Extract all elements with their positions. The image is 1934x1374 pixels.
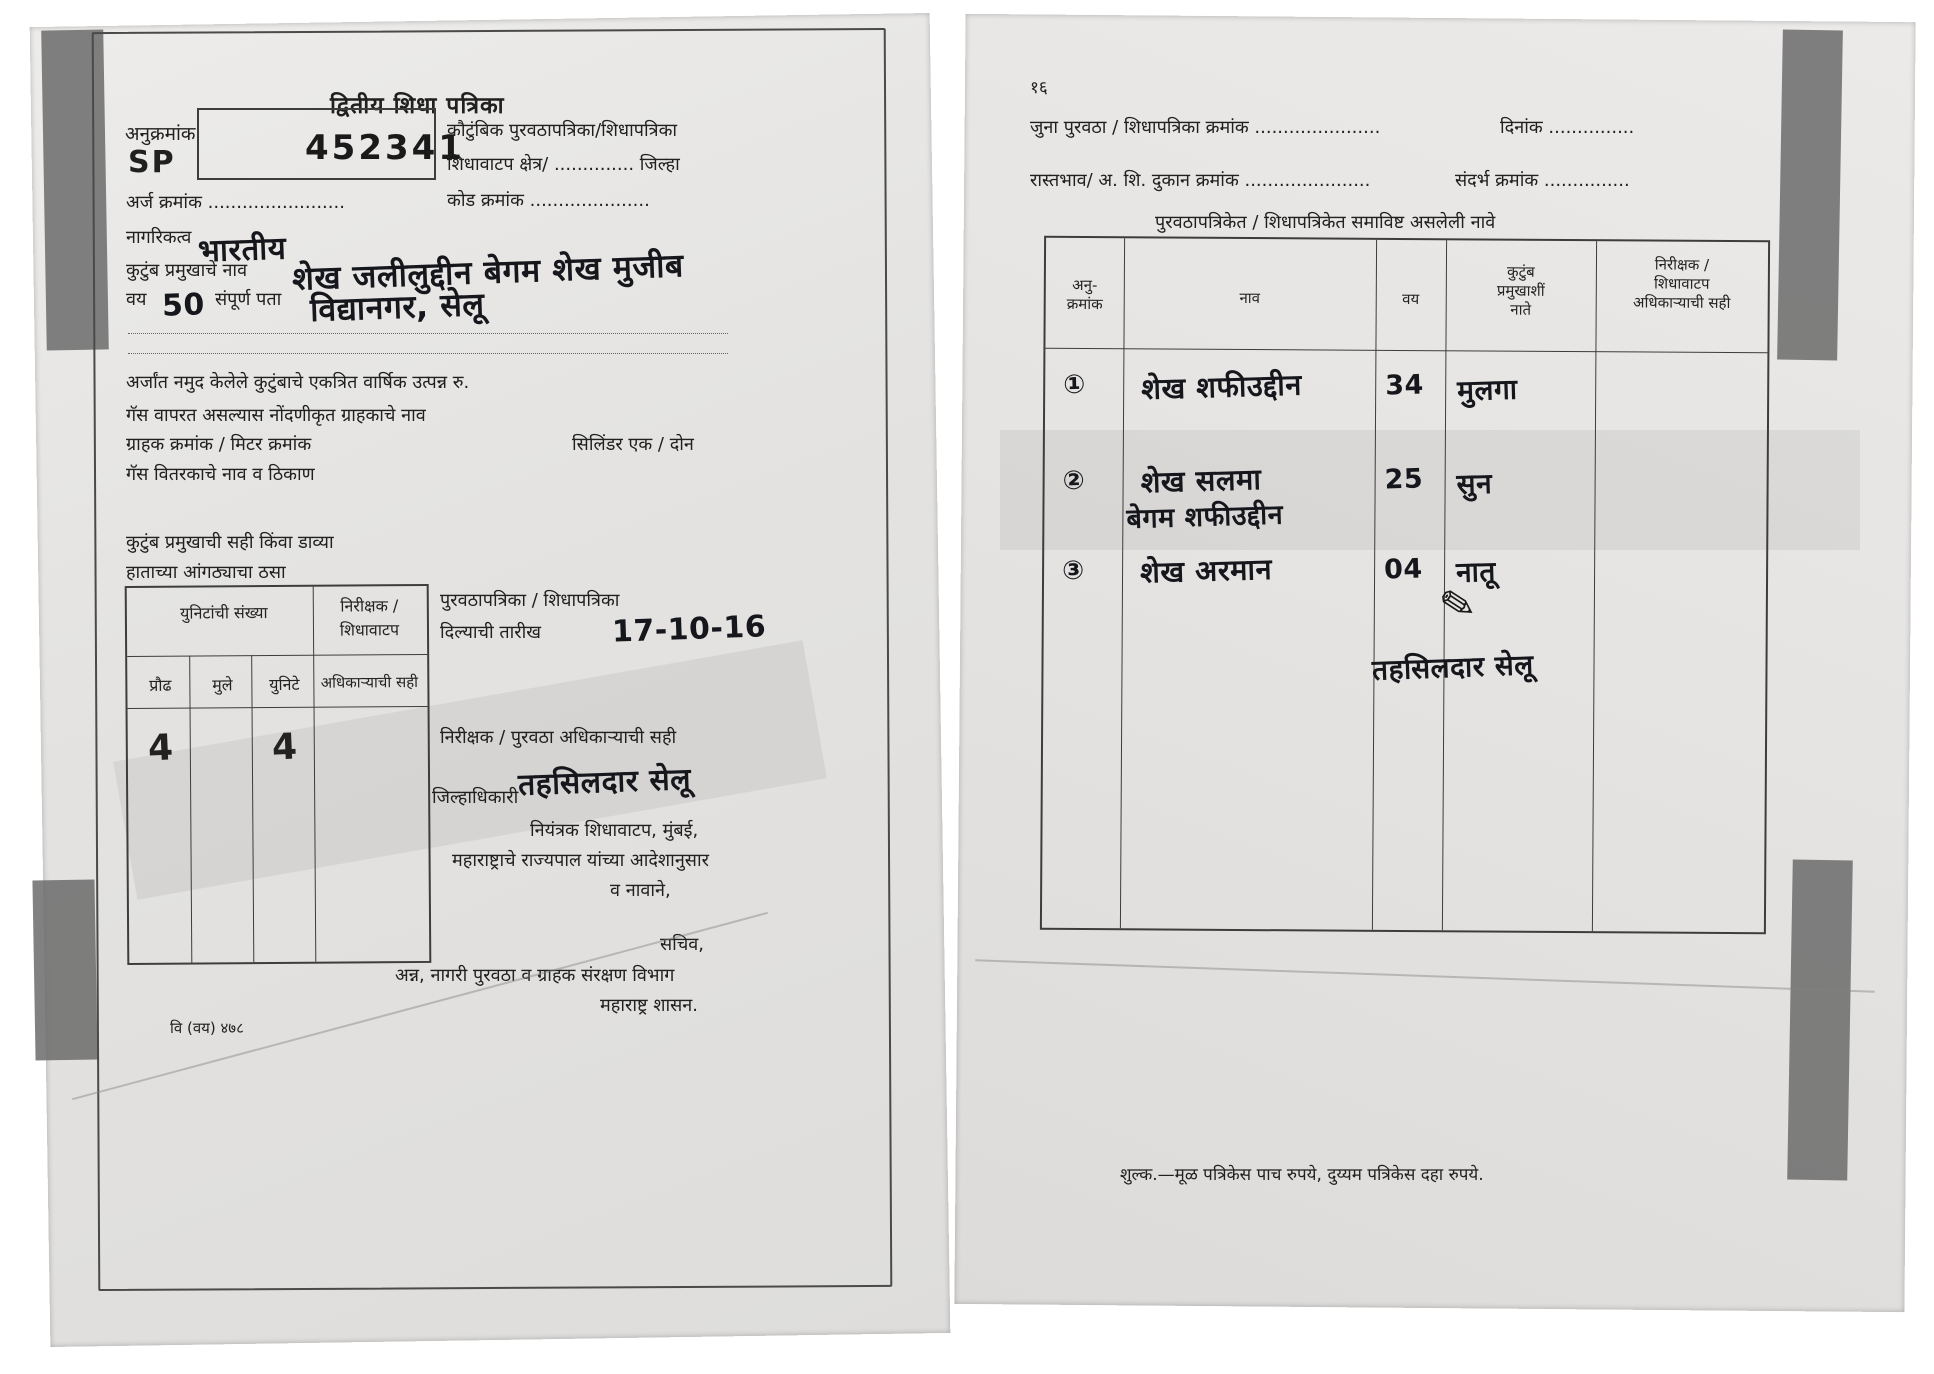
application-number-label: अर्ज क्रमांक ........................ (126, 192, 345, 213)
head-signature-label-line1: कुटुंब प्रमुखाची सही किंवा डाव्या (126, 532, 334, 553)
units-subheader-signature: अधिकाऱ्याची सही (320, 673, 419, 692)
names-table (1040, 236, 1770, 934)
card-issue-label-2: दिल्याची तारीख (440, 622, 542, 643)
serial-label: अनुक्रमांक (125, 123, 196, 145)
units-count-header: युनिटांची संख्या (180, 603, 268, 623)
card-type-line: कौटुंबिक पुरवठापत्रिका/शिधापत्रिका (447, 120, 678, 141)
document-title: द्वितीय शिधा पत्रिका (330, 93, 505, 119)
date-label: दिनांक ............... (1500, 117, 1635, 138)
units-officer-header-1: निरीक्षक / (340, 596, 399, 616)
units-table-vline-top (313, 587, 314, 655)
binding-strip-right-top (1777, 30, 1843, 361)
table-row-number: ③ (1061, 555, 1086, 587)
address-dotted-line-1 (128, 333, 728, 334)
page-number: १६ (1030, 78, 1048, 98)
names-table-vline-1 (1120, 238, 1125, 928)
age-value: 50 (161, 287, 206, 324)
names-header-serial-line2: क्रमांक (1066, 294, 1103, 313)
gas-consumer-label: गॅस वापरत असल्यास नोंदणीकृत ग्राहकाचे नाव (126, 405, 426, 426)
names-header-serial-line1: अनु- (1072, 275, 1098, 295)
district-line: शिधावाटप क्षेत्र/ .............. जिल्हा (447, 154, 680, 175)
binding-strip-left-bottom (32, 879, 97, 1060)
tahsildar-signature-left: तहसिलदार सेलू (517, 761, 692, 804)
ration-shop-label: रास्तभाव/ अ. शि. दुकान क्रमांक ...................... (1030, 170, 1371, 191)
names-header-officer-line1: निरीक्षक / (1654, 255, 1710, 274)
inspector-signature-label: निरीक्षक / पुरवठा अधिकाऱ्याची सही (440, 727, 677, 748)
names-header-relation (1450, 262, 1592, 319)
table-row-name: शेख अरमान (1139, 551, 1273, 590)
units-table-vline-1 (189, 656, 192, 963)
form-code: वि (वय) ४७८ (170, 1019, 244, 1037)
units-value-units: 4 (271, 726, 299, 769)
table-row-age: 25 (1384, 463, 1424, 496)
units-value-adults: 4 (147, 727, 175, 770)
government-label: महाराष्ट्र शासन. (600, 995, 699, 1016)
units-table (125, 584, 432, 965)
address-label: संपूर्ण पता (215, 289, 282, 310)
head-signature-label-line2: हाताच्या आंगठ्याचा ठसा (126, 562, 286, 583)
names-table-vline-2 (1372, 240, 1377, 930)
fee-footer-note: शुल्क.—मूळ पत्रिकेस पाच रुपये, दुय्यम पत्रिकेस दहा रुपये. (1120, 1165, 1484, 1185)
citizenship-value: भारतीय (197, 230, 287, 270)
units-officer-header-2: शिधावाटप (339, 620, 400, 640)
serial-number-value: 452341 (305, 128, 465, 168)
governor-label: महाराष्ट्राचे राज्यपाल यांच्या आदेशानुसार (452, 850, 709, 871)
names-header-age: वय (1402, 289, 1420, 309)
table-row-name: शेख शफीउद्दीन (1140, 367, 1303, 407)
table-row-age: 34 (1384, 369, 1425, 402)
units-table-vline-3 (313, 655, 316, 962)
controller-label: नियंत्रक शिधावाटप, मुंबई, (530, 820, 699, 841)
reference-number-label: संदर्भ क्रमांक ............... (1455, 170, 1630, 191)
names-table-header-divider (1045, 348, 1767, 353)
names-header-relation-line2: प्रमुखाशीं (1496, 281, 1545, 300)
cylinder-label: सिलिंडर एक / दोन (572, 434, 694, 455)
names-header-officer-line2: शिधावाटप (1654, 274, 1710, 293)
names-header-serial (1048, 276, 1122, 314)
table-row-relation: सुन (1456, 466, 1493, 501)
units-subheader-units: युनिटे (269, 674, 300, 695)
citizenship-label: नागरिकत्व (126, 227, 192, 248)
table-row-relation: मुलगा (1456, 372, 1518, 408)
units-table-header-divider-1 (127, 654, 427, 657)
names-table-heading: पुरवठापत्रिकेत / शिधापत्रिकेत समाविष्ट असलेली नावे (1155, 212, 1496, 233)
table-row-number: ② (1062, 465, 1086, 497)
address-value: विद्यानगर, सेलू (309, 284, 486, 330)
table-row-age: 04 (1383, 553, 1424, 586)
series-code: SP (128, 145, 176, 180)
secretary-label: सचिव, (660, 934, 704, 955)
units-subheader-children: मुले (212, 675, 233, 695)
names-table-vline-4 (1592, 241, 1597, 931)
consumer-number-label: ग्राहक क्रमांक / मिटर क्रमांक (126, 434, 312, 455)
gas-distributor-label: गॅस वितरकाचे नाव व ठिकाण (126, 464, 315, 485)
tahsildar-signature-right: तहसिलदार सेलू (1371, 648, 1535, 687)
officer-signature-scribble: ✎ (1435, 576, 1480, 633)
binding-strip-right-bottom (1787, 860, 1853, 1181)
names-header-officer (1600, 255, 1764, 312)
table-row-name-second-line: बेगम शफीउद्दीन (1126, 499, 1284, 536)
card-issue-label-1: पुरवठापत्रिका / शिधापत्रिका (440, 590, 620, 611)
table-row-number: ① (1062, 369, 1087, 401)
address-dotted-line-2 (128, 353, 728, 354)
units-table-header-divider-2 (128, 706, 428, 709)
names-header-officer-line3: अधिकाऱ्याची सही (1632, 292, 1731, 312)
head-of-family-label: कुटुंब प्रमुखाचे नाव (126, 260, 248, 281)
old-supply-label: जुना पुरवठा / शिधापत्रिका क्रमांक ...................... (1030, 117, 1381, 138)
code-number-line: कोड क्रमांक ..................... (447, 190, 650, 211)
collector-label: जिल्हाधिकारी (432, 787, 519, 808)
table-row-relation: नातू (1455, 554, 1497, 589)
age-label: वय (126, 289, 147, 310)
names-header-relation-line1: कुटुंब (1507, 262, 1535, 281)
table-row-name: शेख सलमा (1140, 462, 1262, 500)
annual-income-label: अर्जांत नमुद केलेले कुटुंबाचे एकत्रित वार्षिक उत्पन्न रु. (126, 372, 470, 393)
issue-date-value: 17-10-16 (611, 609, 767, 650)
head-of-family-value: शेख जलीलुद्दीन बेगम शेख मुजीब (291, 246, 685, 298)
units-table-vline-2 (251, 655, 254, 962)
in-name-of-label: व नावाने, (610, 880, 671, 901)
names-header-name: नाव (1239, 288, 1261, 308)
names-header-relation-line3: नाते (1510, 300, 1532, 319)
units-subheader-adults: प्रौढ (149, 675, 172, 695)
department-label: अन्न, नागरी पुरवठा व ग्राहक संरक्षण विभाग (395, 965, 675, 986)
